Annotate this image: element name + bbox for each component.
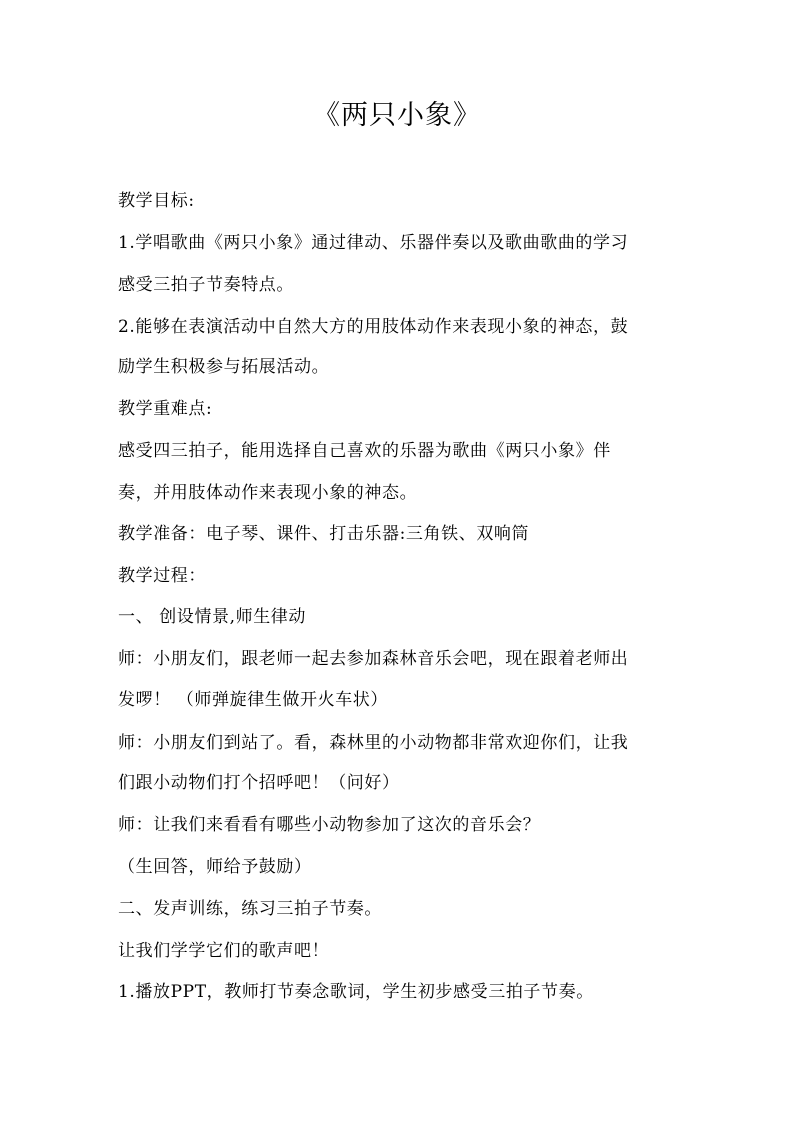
text-line: 发啰！ （师弹旋律生做开火车状） xyxy=(118,690,389,710)
text-line: 教学目标: xyxy=(118,191,195,211)
text-line: 1.播放PPT，教师打节奏念歌词，学生初步感受三拍子节奏。 xyxy=(118,982,594,1002)
text-line: 励学生积极参与拓展活动。 xyxy=(118,357,330,377)
document-title: 《两只小象》 xyxy=(313,100,481,131)
text-line: 感受四三拍子，能用选择自己喜欢的乐器为歌曲《两只小象》伴 xyxy=(118,441,611,461)
text-line: 师：小朋友们，跟老师一起去参加森林音乐会吧，现在跟着老师出 xyxy=(118,649,629,669)
text-line: 教学过程： xyxy=(118,566,206,586)
text-line: 教学重难点: xyxy=(118,399,213,419)
text-line: 们跟小动物们打个招呼吧！（问好） xyxy=(118,773,400,793)
text-line: 2.能够在表演活动中自然大方的用肢体动作来表现小象的神态，鼓 xyxy=(118,317,629,337)
text-line: 1.学唱歌曲《两只小象》通过律动、乐器伴奏以及歌曲歌曲的学习 xyxy=(118,233,629,253)
text-line: 让我们学学它们的歌声吧！ xyxy=(118,941,330,961)
text-line: （生回答，师给予鼓励） xyxy=(118,857,312,877)
text-line: 感受三拍子节奏特点。 xyxy=(118,275,294,295)
text-line: 奏，并用肢体动作来表现小象的神态。 xyxy=(118,483,418,503)
text-line: 二、发声训练，练习三拍子节奏。 xyxy=(118,899,382,919)
text-line: 师：小朋友们到站了。看，森林里的小动物都非常欢迎你们，让我 xyxy=(118,733,629,753)
text-line: 师：让我们来看看有哪些小动物参加了这次的音乐会？ xyxy=(118,815,541,835)
text-line: 一、 创设情景,师生律动 xyxy=(118,607,307,627)
text-line: 教学准备：电子琴、课件、打击乐器:三角铁、双响筒 xyxy=(118,524,530,544)
